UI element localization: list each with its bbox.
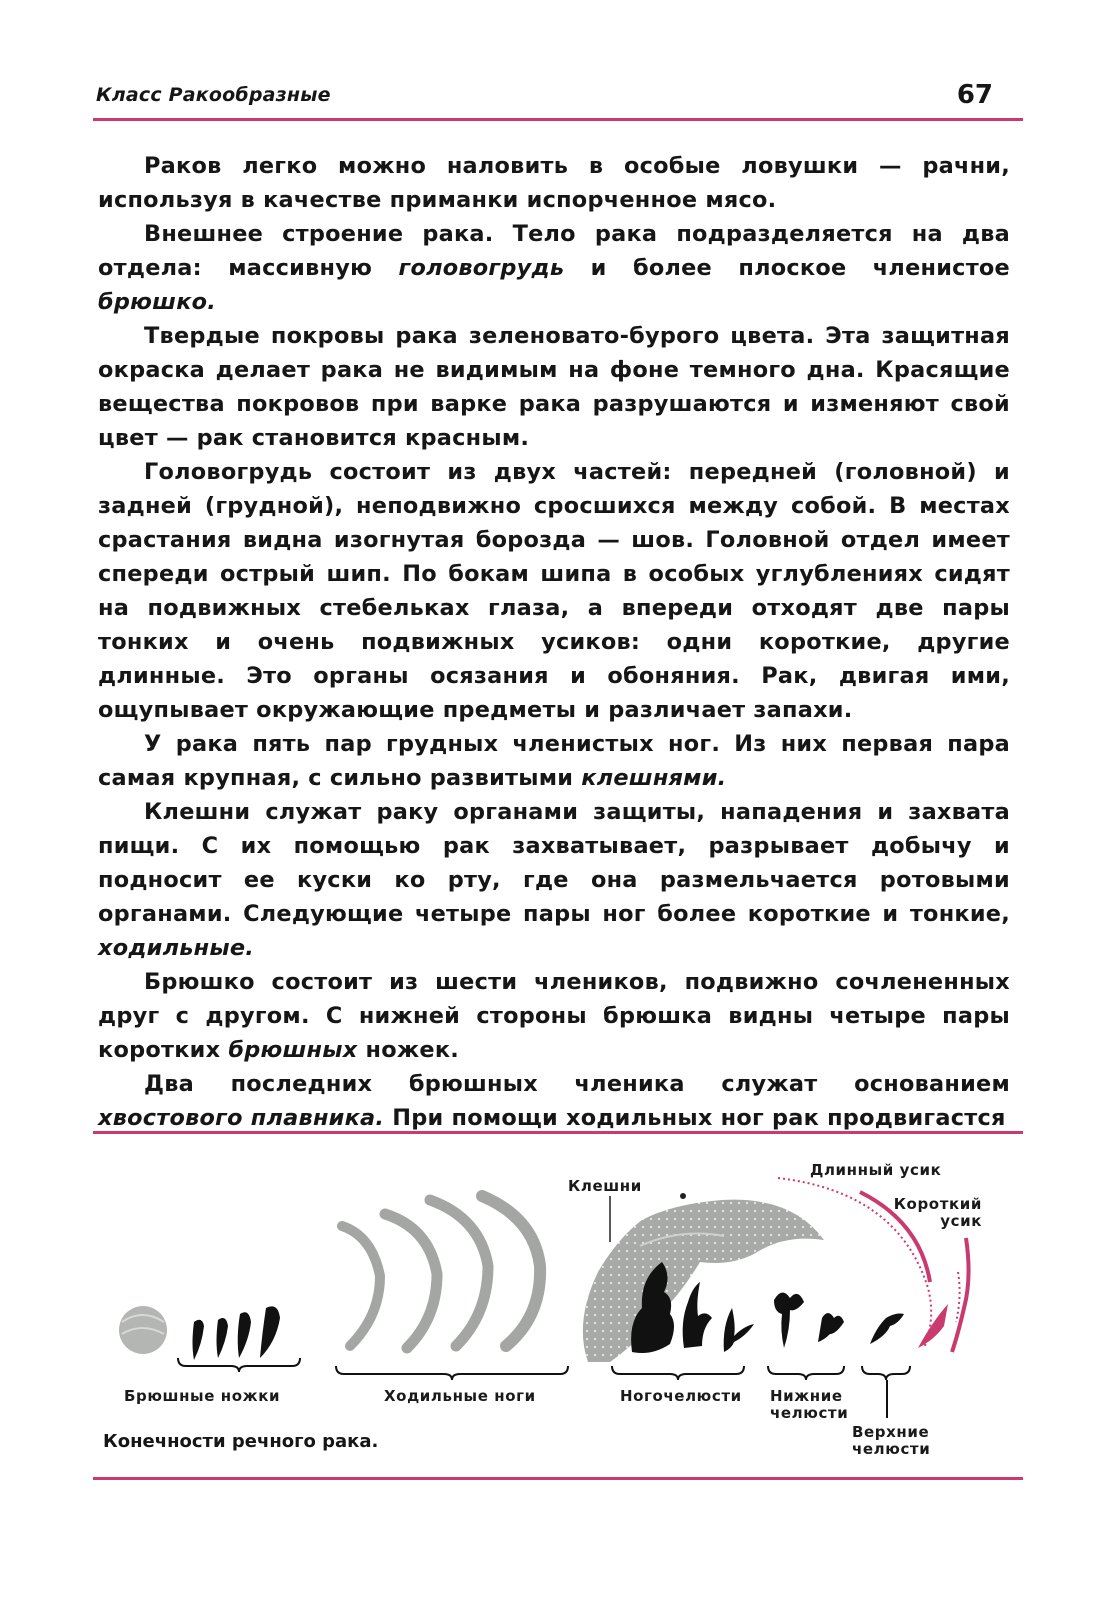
text-run: Два последних брюшных членика служат основанием	[144, 1071, 1010, 1097]
paragraph: Твердые покровы рака зеленовато-бурого цвета. Эта защитная окраска делает рака не видимым на фоне темного дна. Красящие вещества покровов при варке рака разрушаются и изменяют свой цвет — рак становится красным.	[98, 323, 1010, 451]
label-line: челюсти	[770, 1404, 849, 1422]
section-heading: Внешнее строение рака.	[144, 221, 494, 247]
label-long-antenna: Длинный усик	[810, 1161, 942, 1179]
walking-legs	[342, 1196, 540, 1348]
term: клешнями.	[581, 765, 727, 791]
label-maxillipeds: Ногочелюсти	[620, 1387, 742, 1405]
text-run: Брюшко состоит из шести члеников, подвижно сочлененных друг с другом. С нижней стороны брюшка видны четыре пары коротких	[98, 969, 1010, 1063]
label-line: Нижние	[770, 1387, 843, 1405]
text-run: У рака пять пар грудных членистых ног. Из них первая пара самая крупная, с сильно развитыми	[98, 731, 1010, 791]
term: брюшных	[228, 1037, 358, 1063]
text-run: и более плоское членистое	[564, 255, 1010, 281]
paragraph: Головогрудь состоит из двух частей: передней (головной) и задней (грудной), неподвижно сросшихся между собой. В местах срастания видна изогнутая борозда — шов. Головной отдел имеет спереди острый шип. По бокам шипа в особых углублениях сидят на подвижных стебельках глаза, а впереди отходят две пары тонких и очень подвижных усиков: одни короткие, другие длинные. Это органы осязания и обоняния. Рак, двигая ими, ощупывает окружающие предметы и различает запахи.	[98, 459, 1010, 723]
term: хвостового плавника.	[98, 1105, 385, 1131]
label-line: усик	[940, 1212, 982, 1230]
text-run: ножек.	[357, 1037, 460, 1063]
abdominal-legs	[193, 1306, 281, 1360]
term: ходильные.	[98, 935, 255, 961]
page-number: 67	[956, 80, 993, 110]
figure-bottom-rule	[93, 1477, 1023, 1480]
label-line: Верхние	[852, 1423, 930, 1441]
running-head: Класс Ракообразные	[96, 84, 331, 106]
text-run: При помощи ходильных ног рак продвигастся	[384, 1105, 1006, 1131]
paragraph: Раков легко можно наловить в особые ловушки — рачни, используя в качестве приманки испорченное мясо.	[98, 153, 1010, 213]
label-claws: Клешни	[568, 1177, 642, 1195]
figure-caption: Конечности речного рака.	[103, 1431, 379, 1452]
label-line: Короткий	[893, 1195, 982, 1213]
upper-jaws	[870, 1314, 904, 1345]
lower-jaws	[774, 1292, 844, 1348]
label-short-antenna	[888, 1196, 982, 1230]
label-walking-legs: Ходильные ноги	[384, 1387, 536, 1405]
term: брюшко.	[98, 289, 217, 315]
label-abdominal-legs: Брюшные ножки	[124, 1387, 281, 1405]
claw	[583, 1193, 824, 1362]
term: головогрудь	[398, 255, 565, 281]
text-run: Тело рака подразделяется на два отдела: массивную	[98, 221, 1010, 281]
label-upper-jaws	[852, 1424, 930, 1458]
maxillipeds	[631, 1262, 754, 1353]
label-line: челюсти	[852, 1440, 931, 1458]
tail-fan	[119, 1306, 167, 1354]
label-lower-jaws	[770, 1388, 848, 1422]
text-run: Клешни служат раку органами защиты, нападения и захвата пищи. С их помощью рак захватывает, разрывает добычу и подносит ее куски ко рту, где она размельчается ротовыми органами. Следующие четыре пары ног более короткие и тонкие,	[98, 799, 1010, 927]
